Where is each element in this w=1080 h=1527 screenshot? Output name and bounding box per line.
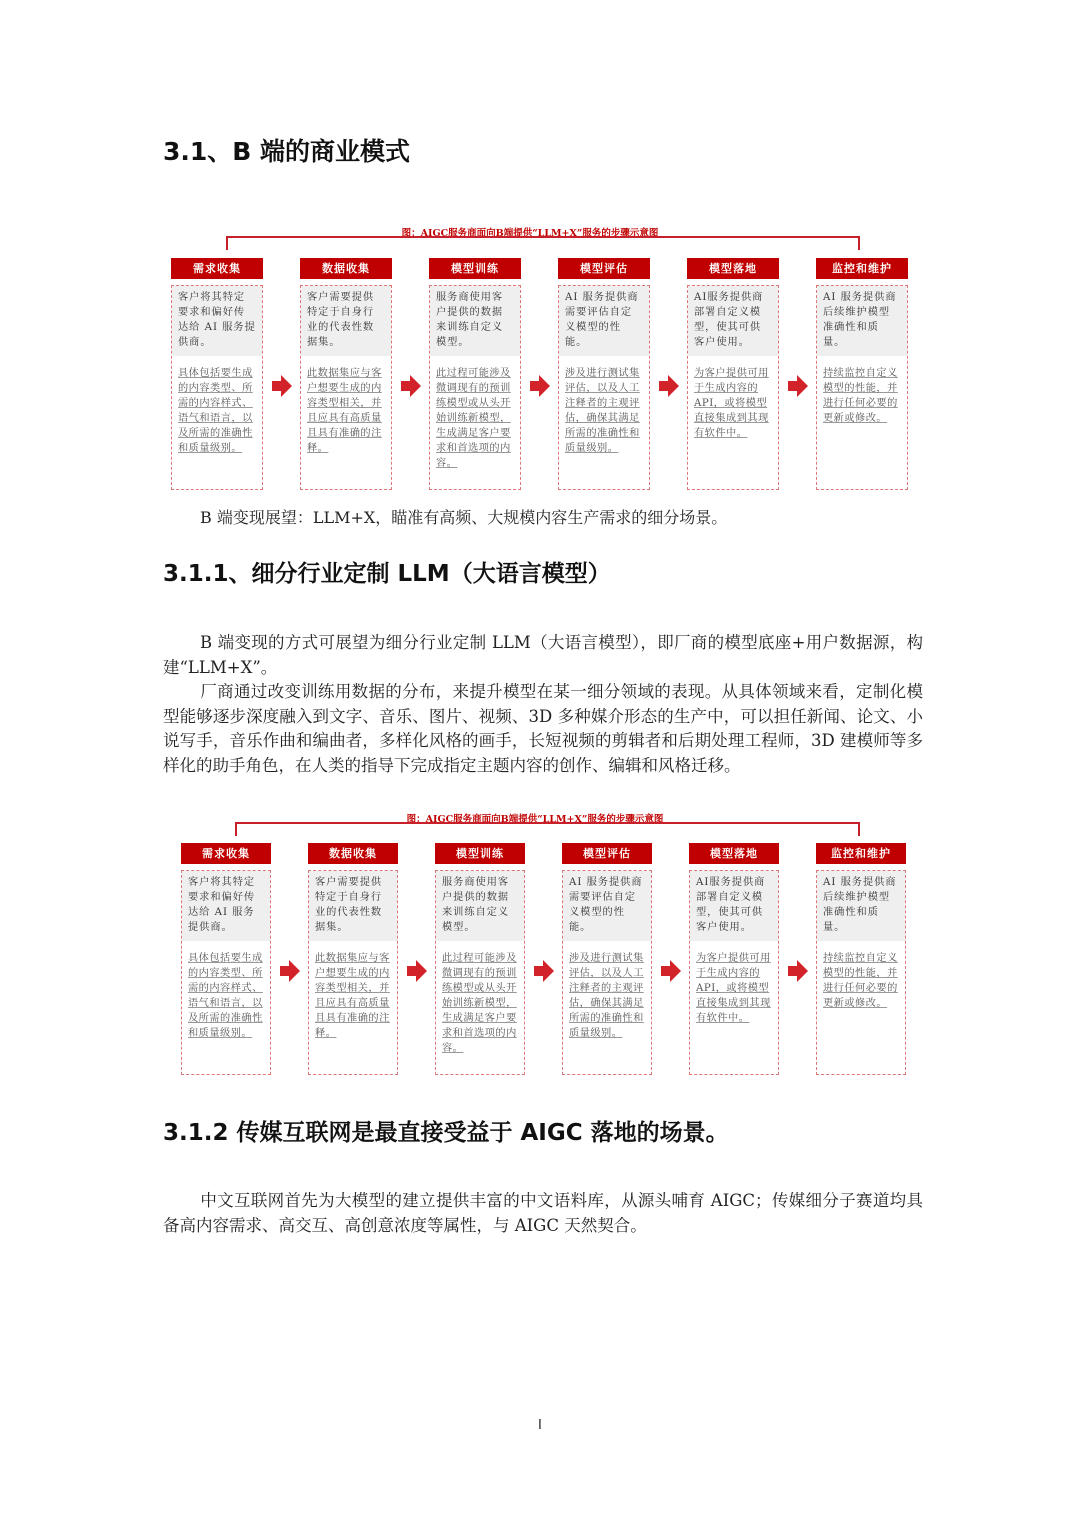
figure-bracket (235, 822, 860, 836)
process-step (816, 258, 908, 490)
figure-caption: B 端变现展望：LLM+X，瞄准有高频、大规模内容生产需求的细分场景。 (200, 508, 728, 527)
step-label: 模型落地 (687, 258, 779, 279)
step-detail: 具体包括要生成的内容类型、所需的内容样式、语气和语言，以及所需的准确性和质量级别。 (188, 953, 263, 1039)
page-number: I (538, 1418, 542, 1433)
step-body (300, 285, 392, 490)
step-summary: 客户需要提供特定于自身行业的代表性数据集。 (309, 871, 397, 941)
step-body (689, 870, 779, 1075)
step-summary: 服务商使用客户提供的数据来训练自定义模型。 (436, 871, 524, 941)
process-step (689, 843, 779, 1075)
figure-title: 图：AIGC服务商面向B端提供“LLM+X”服务的步骤示意图 (401, 228, 659, 239)
process-step (300, 258, 392, 490)
process-step (558, 258, 650, 490)
step-body (435, 870, 525, 1075)
paragraph-text: B 端变现的方式可展望为细分行业定制 LLM（大语言模型），即厂商的模型底座+用户数据源，构建“LLM+X”。 (163, 633, 923, 677)
step-label: 模型训练 (435, 843, 525, 864)
step-summary: 客户将其特定要求和偏好传达给 AI 服务提供商。 (182, 871, 270, 941)
step-summary: AI 服务提供商需要评估自定义模型的性能。 (563, 871, 651, 941)
step-detail: 涉及进行测试集评估，以及人工注释者的主观评估，确保其满足所需的准确性和质量级别。 (569, 953, 644, 1039)
step-body (562, 870, 652, 1075)
step-body (181, 870, 271, 1075)
step-body (171, 285, 263, 490)
step-summary: 客户将其特定要求和偏好传达给 AI 服务提供商。 (172, 286, 262, 356)
heading-3-1-1: 3.1.1、细分行业定制 LLM（大语言模型） (163, 561, 611, 587)
step-body (308, 870, 398, 1075)
paragraph-3 (163, 1189, 923, 1238)
paragraph-text: 厂商通过改变训练用数据的分布，来提升模型在某一细分领域的表现。从具体领域来看，定制化模型能够逐步深度融入到文字、音乐、图片、视频、3D 多种媒介形态的生产中，可以担任新闻、论文、小说写手，音乐作曲和编曲者，多样化风格的画手，长短视频的剪辑者和后期处理工程师，3D 建模师等多样化的助手角色，在人类的指导下完成指定主题内容的创作、编辑和风格迁移。 (163, 682, 923, 775)
step-detail: 具体包括要生成的内容类型、所需的内容样式、语气和语言，以及所需的准确性和质量级别。 (178, 368, 253, 454)
step-body (429, 285, 521, 490)
figure-bracket (226, 236, 860, 250)
step-summary: 客户需要提供特定于自身行业的代表性数据集。 (301, 286, 391, 356)
step-body (816, 870, 906, 1075)
step-label: 需求收集 (171, 258, 263, 279)
step-detail: 为客户提供可用于生成内容的 API，或将模型直接集成到其现有软件中。 (694, 368, 769, 439)
step-detail: 持续监控自定义模型的性能，并进行任何必要的更新或修改。 (823, 953, 898, 1009)
step-detail: 为客户提供可用于生成内容的 API，或将模型直接集成到其现有软件中。 (696, 953, 771, 1024)
step-detail: 涉及进行测试集评估，以及人工注释者的主观评估，确保其满足所需的准确性和质量级别。 (565, 368, 640, 454)
process-step (181, 843, 271, 1075)
step-label: 监控和维护 (816, 258, 908, 279)
step-detail: 此过程可能涉及微调现有的预训练模型或从头开始训练新模型，生成满足客户要求和首选项的内容。 (442, 953, 517, 1054)
heading-3-1: 3.1、B 端的商业模式 (163, 137, 411, 166)
process-step (171, 258, 263, 490)
step-summary: AI 服务提供商后续维护模型准确性和质量。 (817, 871, 905, 941)
process-step (562, 843, 652, 1075)
step-summary: AI 服务提供商后续维护模型准确性和质量。 (817, 286, 907, 356)
step-body (816, 285, 908, 490)
step-summary: AI服务提供商部署自定义模型，使其可供客户使用。 (690, 871, 778, 941)
step-label: 监控和维护 (816, 843, 906, 864)
figure-title: 图：AIGC服务商面向B端提供“LLM+X”服务的步骤示意图 (406, 814, 664, 825)
paragraph-text: 中文互联网首先为大模型的建立提供丰富的中文语料库，从源头哺育 AIGC；传媒细分子赛道均具备高内容需求、高交互、高创意浓度等属性，与 AIGC 天然契合。 (163, 1191, 923, 1235)
step-label: 数据收集 (308, 843, 398, 864)
paragraph-1 (163, 631, 923, 680)
step-label: 模型评估 (558, 258, 650, 279)
step-label: 模型落地 (689, 843, 779, 864)
paragraph-2 (163, 680, 923, 778)
step-label: 模型评估 (562, 843, 652, 864)
step-detail: 此过程可能涉及微调现有的预训练模型或从头开始训练新模型，生成满足客户要求和首选项的内容。 (436, 368, 511, 469)
process-step (687, 258, 779, 490)
step-label: 模型训练 (429, 258, 521, 279)
process-step (308, 843, 398, 1075)
heading-3-1-2: 3.1.2 传媒互联网是最直接受益于 AIGC 落地的场景。 (163, 1120, 729, 1146)
step-summary: AI 服务提供商需要评估自定义模型的性能。 (559, 286, 649, 356)
step-summary: AI服务提供商部署自定义模型，使其可供客户使用。 (688, 286, 778, 356)
step-body (558, 285, 650, 490)
step-label: 数据收集 (300, 258, 392, 279)
process-step (429, 258, 521, 490)
step-body (687, 285, 779, 490)
step-label: 需求收集 (181, 843, 271, 864)
process-step (435, 843, 525, 1075)
step-detail: 持续监控自定义模型的性能，并进行任何必要的更新或修改。 (823, 368, 898, 424)
step-detail: 此数据集应与客户想要生成的内容类型相关，并且应具有高质量且具有准确的注释。 (307, 368, 382, 454)
step-detail: 此数据集应与客户想要生成的内容类型相关，并且应具有高质量且具有准确的注释。 (315, 953, 390, 1039)
step-summary: 服务商使用客户提供的数据来训练自定义模型。 (430, 286, 520, 356)
process-step (816, 843, 906, 1075)
